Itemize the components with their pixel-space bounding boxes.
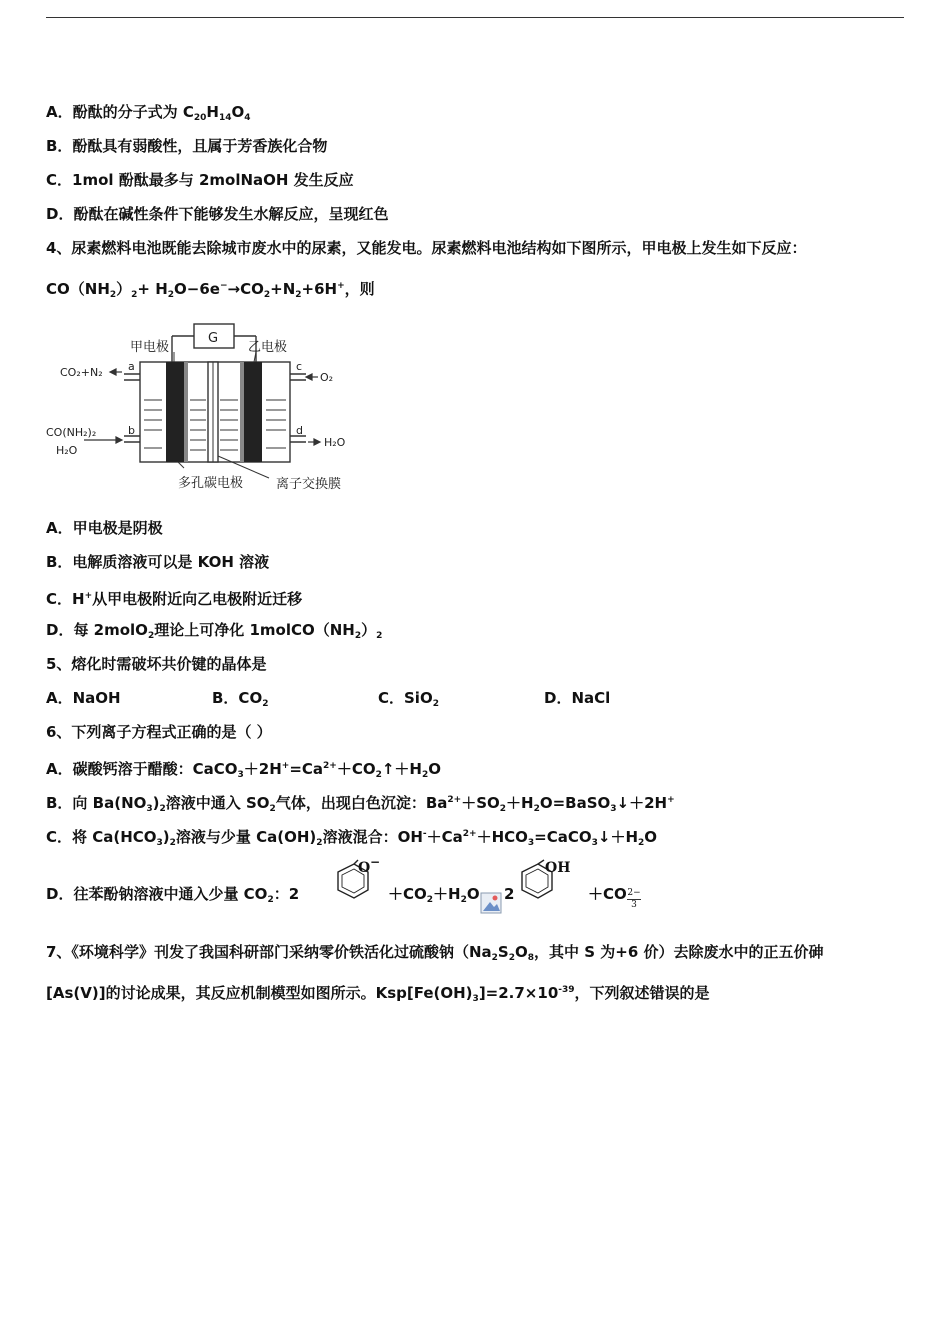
- q5-options: [46, 688, 610, 714]
- q3-option-c: C．1mol 酚酞最多与 2molNaOH 发生反应: [46, 171, 354, 189]
- q5-option-d: D．NaCl: [544, 689, 611, 707]
- q5-stem: 5、熔化时需破坏共价键的晶体是: [46, 655, 267, 673]
- q3-option-a: A．酚酞的分子式为 $C_{20}H_{14}O_4$: [46, 103, 251, 123]
- q6-option-b: B．向 $Ba(NO_3)_2$溶液中通入 $SO_2$气体，出现白色沉淀：$Ba^{2+}+SO_2+H_2O=BaSO_3↓+2H^+$: [46, 794, 675, 814]
- q6-option-d-middle: $+CO_2+H_2O$: [388, 885, 480, 905]
- phenoxide-o-label: O: [358, 860, 371, 876]
- q6-stem: 6、下列离子方程式正确的是（ ）: [46, 723, 272, 741]
- inlet-right-label: O₂: [320, 371, 334, 384]
- q5-option-b: B．$CO_2$: [212, 689, 269, 709]
- outlet-right-label: H₂O: [324, 436, 346, 449]
- q4-option-a: A．甲电极是阴极: [46, 519, 163, 537]
- q4-option-d: D．每 2molO$_2$理论上可净化 $1molCO(NH_2)_2$: [46, 621, 383, 641]
- q4-equation: $CO(NH_2)_2+ H_2O-6e^-\to CO_2+N_2+6H^+$，则: [46, 280, 375, 300]
- q4-option-c: C．H+从甲电极附近向乙电极附近迁移: [46, 590, 303, 608]
- right-electrode-label: 乙电极: [248, 340, 288, 355]
- left-electrode-label: 甲电极: [130, 340, 170, 355]
- q6-option-d-tail: ＋CO: [588, 885, 627, 903]
- port-b-label: b: [128, 424, 135, 437]
- phenol-oh-label: OH: [545, 860, 571, 876]
- q3-option-d: D．酚酞在碱性条件下能够发生水解反应，呈现红色: [46, 205, 389, 223]
- q6-option-a: A．碳酸钙溶于醋酸：$CaCO_3+2H^+=Ca^{2+}+CO_2↑+H_2O$: [46, 760, 442, 780]
- carbonate-charge-fraction: [627, 888, 641, 910]
- right-electrode-bar: [244, 362, 262, 462]
- broken-image-icon: [480, 892, 502, 914]
- carbonate-charge: 2−: [627, 888, 641, 898]
- phenoxide-charge: −: [370, 858, 381, 869]
- q3-option-b: B．酚酞具有弱酸性，且属于芳香族化合物: [46, 137, 328, 155]
- porous-electrode-label: 多孔碳电极: [178, 476, 244, 491]
- inlet-left-label-1: CO(NH₂)₂: [46, 426, 97, 439]
- phenoxide-ring: [318, 858, 384, 910]
- q6-option-c: C．将 $Ca(HCO_3)_2$溶液与少量 $Ca(OH)_2$溶液混合：$OH^-+Ca^{2+}+HCO_3=CaCO_3↓+H_2O$: [46, 828, 658, 848]
- outlet-left-label: CO₂+N₂: [60, 366, 103, 379]
- inlet-left-label-2: H₂O: [56, 444, 78, 457]
- header-rule: [46, 17, 904, 18]
- carbonate-subscript: 3: [627, 899, 641, 910]
- galvanometer-label: G: [208, 331, 219, 346]
- q4-option-b: B．电解质溶液可以是 KOH 溶液: [46, 553, 270, 571]
- q5-option-c: C．SiO$_2$: [378, 689, 439, 709]
- port-c-label: c: [296, 360, 303, 373]
- q7-stem-line-2: [As(V)]的讨论成果，其反应机制模型如图所示。$Ksp[Fe(OH)_3]=2.7\times 10^{-39}$，下列叙述错误的是: [46, 984, 710, 1004]
- q7-stem-line-1: 7、《环境科学》刊发了我国科研部门采纳零价铁活化过硫酸钠（$Na_2S_2O_8$，其中 S 为+6 价）去除废水中的正五价砷: [46, 943, 824, 963]
- membrane-label: 离子交换膜: [276, 477, 342, 492]
- port-a-label: a: [128, 360, 135, 373]
- q4-stem: 4、尿素燃料电池既能去除城市废水中的尿素，又能发电。尿素燃料电池结构如下图所示，甲电极上发生如下反应：: [46, 239, 807, 257]
- port-d-label: d: [296, 424, 303, 437]
- fuel-cell-diagram: [44, 320, 374, 500]
- phenol-ring: [508, 858, 584, 910]
- q6-option-d-coef: 2: [504, 885, 515, 903]
- q6-option-d-lead: D．往苯酚钠溶液中通入少量 $CO_2$：2: [46, 885, 300, 905]
- left-electrode-bar: [166, 362, 184, 462]
- q5-option-a: A．NaOH: [46, 689, 121, 707]
